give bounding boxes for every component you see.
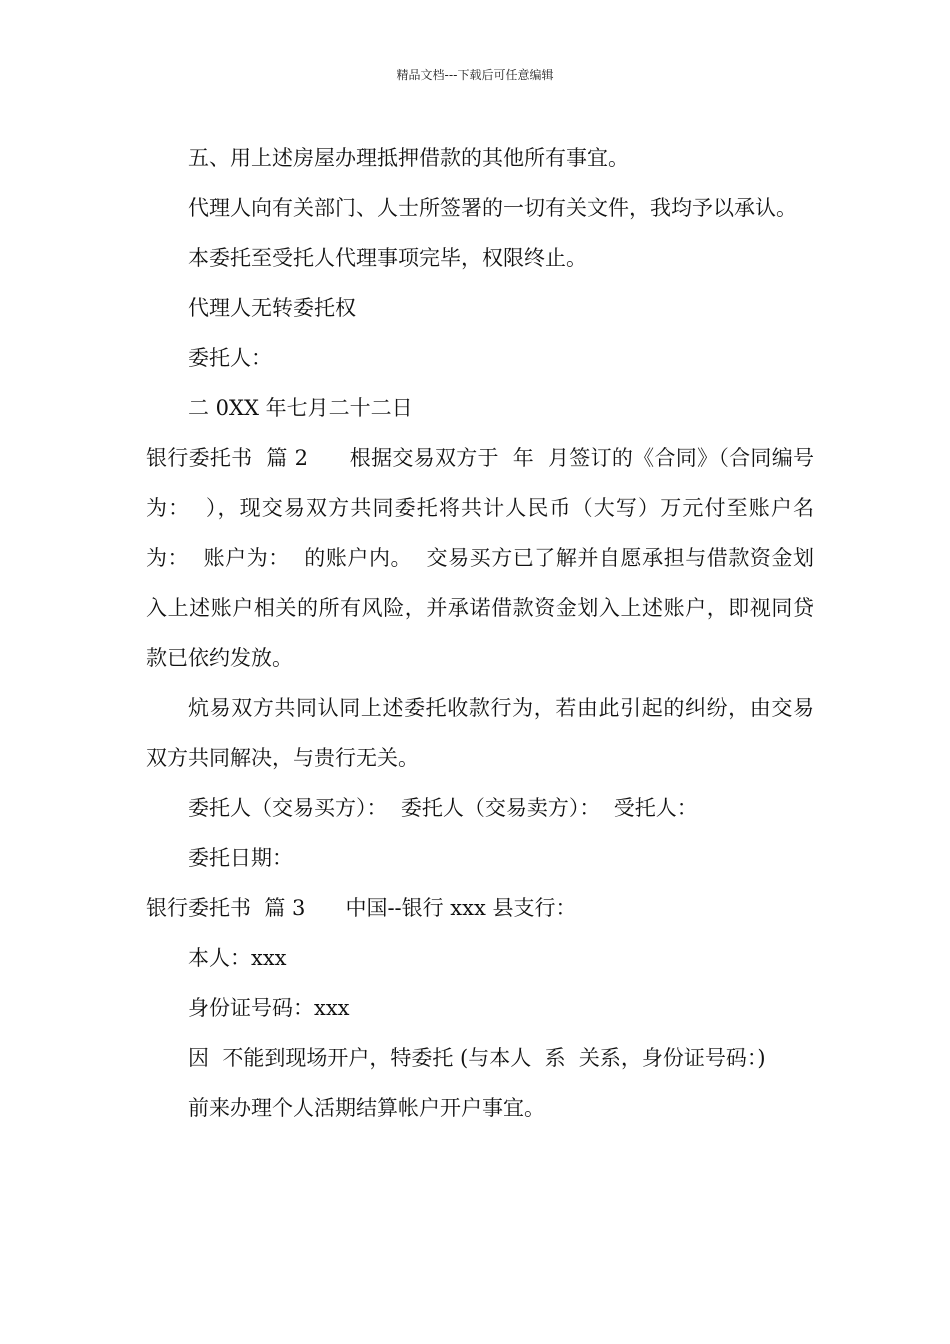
paragraph-signatories: 委托人（交易买方）： 委托人（交易卖方）： 受托人：	[188, 796, 698, 820]
paragraph-part-3: 银行委托书 篇 3 中国--银行 xxx 县支行：	[146, 896, 577, 920]
paragraph-id-number: 身份证号码：xxx	[188, 996, 350, 1020]
paragraph-entrust-date: 委托日期：	[188, 846, 293, 870]
document-body	[146, 133, 814, 1133]
paragraph-no-transfer: 代理人无转委托权	[188, 296, 356, 320]
paragraph-self: 本人：xxx	[188, 946, 287, 970]
paragraph-reason: 因 不能到现场开户，特委托 (与本人 系 关系，身份证号码：)	[188, 1046, 766, 1070]
paragraph-dispute: 炕易双方共同认同上述委托收款行为，若由此引起的纠纷，由交易双方共同解决，与贵行无关。	[146, 696, 814, 770]
paragraph-termination: 本委托至受托人代理事项完毕，权限终止。	[188, 246, 587, 270]
page-header: 精品文档---下载后可任意编辑	[396, 68, 554, 82]
paragraph-item-5: 五、用上述房屋办理抵押借款的其他所有事宜。	[188, 146, 629, 170]
paragraph-open-account: 前来办理个人活期结算帐户开户事宜。	[188, 1096, 545, 1120]
paragraph-principal: 委托人：	[188, 346, 272, 370]
paragraph-part-2: 银行委托书 篇 2 根据交易双方于 年 月签订的《合同》（合同编号为： ），现交易双方共同委托将共计人民币（大写）万元付至账户名为： 账户为： 的账户内。 交易买方已了解并自愿承担与借款资金划入上述账户相关的所有风险，并承诺借款资金划入上述账户，即视同贷款已依约发放。	[146, 446, 814, 670]
paragraph-acknowledge: 代理人向有关部门、人士所签署的一切有关文件，我均予以承认。	[188, 196, 797, 220]
paragraph-date: 二 0XX 年七月二十二日	[188, 396, 413, 420]
